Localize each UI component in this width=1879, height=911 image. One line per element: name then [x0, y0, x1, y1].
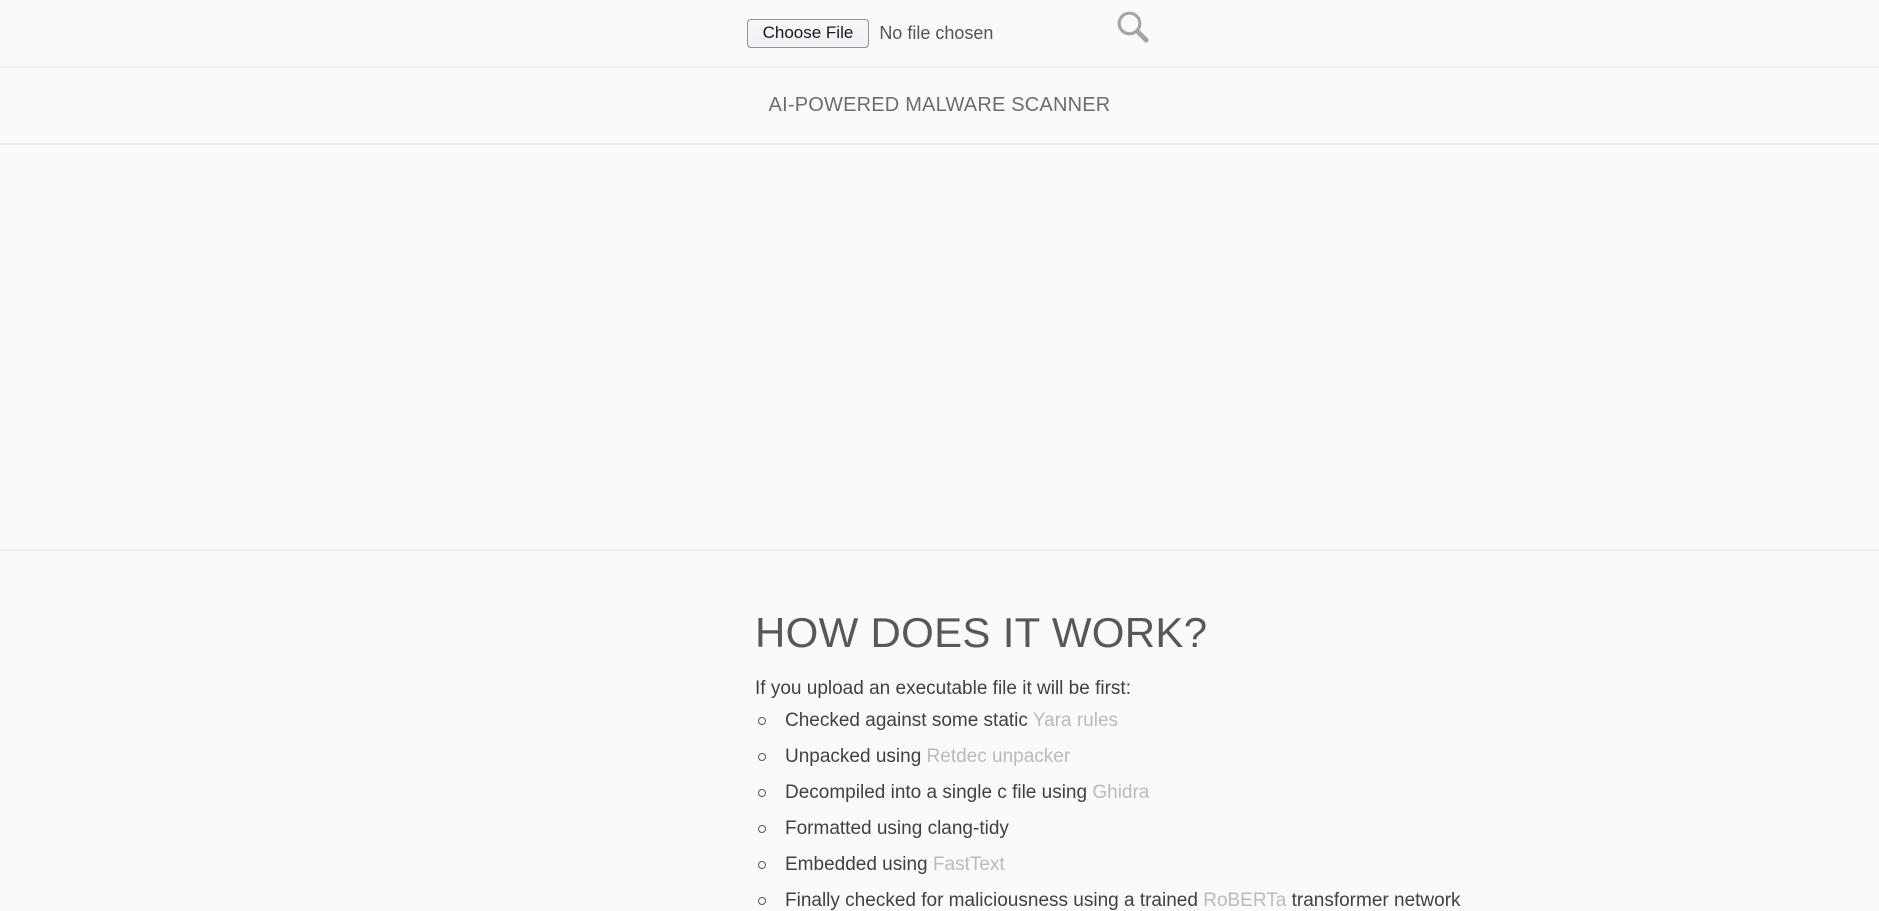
upload-row	[747, 19, 1153, 48]
file-input[interactable]	[747, 19, 994, 48]
inline-link[interactable]: Retdec unpacker	[926, 746, 1071, 767]
step-text: Unpacked using	[785, 746, 927, 767]
section-intro: If you upload an executable file it will be first:	[755, 678, 1131, 699]
choose-file-button[interactable]: Choose File	[747, 19, 870, 48]
step-text: Embedded using	[785, 854, 933, 875]
process-step	[755, 854, 1879, 876]
page-header	[0, 68, 1879, 145]
process-step	[755, 890, 1879, 911]
process-step	[755, 710, 1879, 732]
page-title: AI-POWERED MALWARE SCANNER	[768, 94, 1111, 116]
inline-link[interactable]: RoBERTa	[1203, 890, 1287, 911]
step-text: Checked against some static	[785, 710, 1033, 731]
upload-bar	[0, 0, 1879, 68]
inline-link[interactable]: FastText	[932, 854, 1005, 875]
inline-link[interactable]: Ghidra	[1092, 782, 1150, 803]
file-chosen-status: No file chosen	[879, 22, 994, 43]
scan-submit-button[interactable]	[1115, 9, 1152, 46]
step-text: Finally checked for maliciousness using a trained	[785, 890, 1204, 911]
process-step	[755, 746, 1879, 768]
inline-link[interactable]: Yara rules	[1032, 710, 1119, 731]
how-it-works-section	[0, 551, 1879, 911]
step-text: transformer network	[1286, 890, 1461, 911]
process-step	[755, 782, 1879, 804]
process-list	[755, 710, 1879, 911]
process-step	[755, 818, 1879, 840]
magnifier-icon	[1115, 9, 1152, 46]
section-heading: HOW DOES IT WORK?	[755, 609, 1208, 656]
step-text: Decompiled into a single c file using	[785, 782, 1093, 803]
main-empty-area	[0, 145, 1879, 551]
step-text: Formatted using clang-tidy	[785, 818, 1009, 839]
